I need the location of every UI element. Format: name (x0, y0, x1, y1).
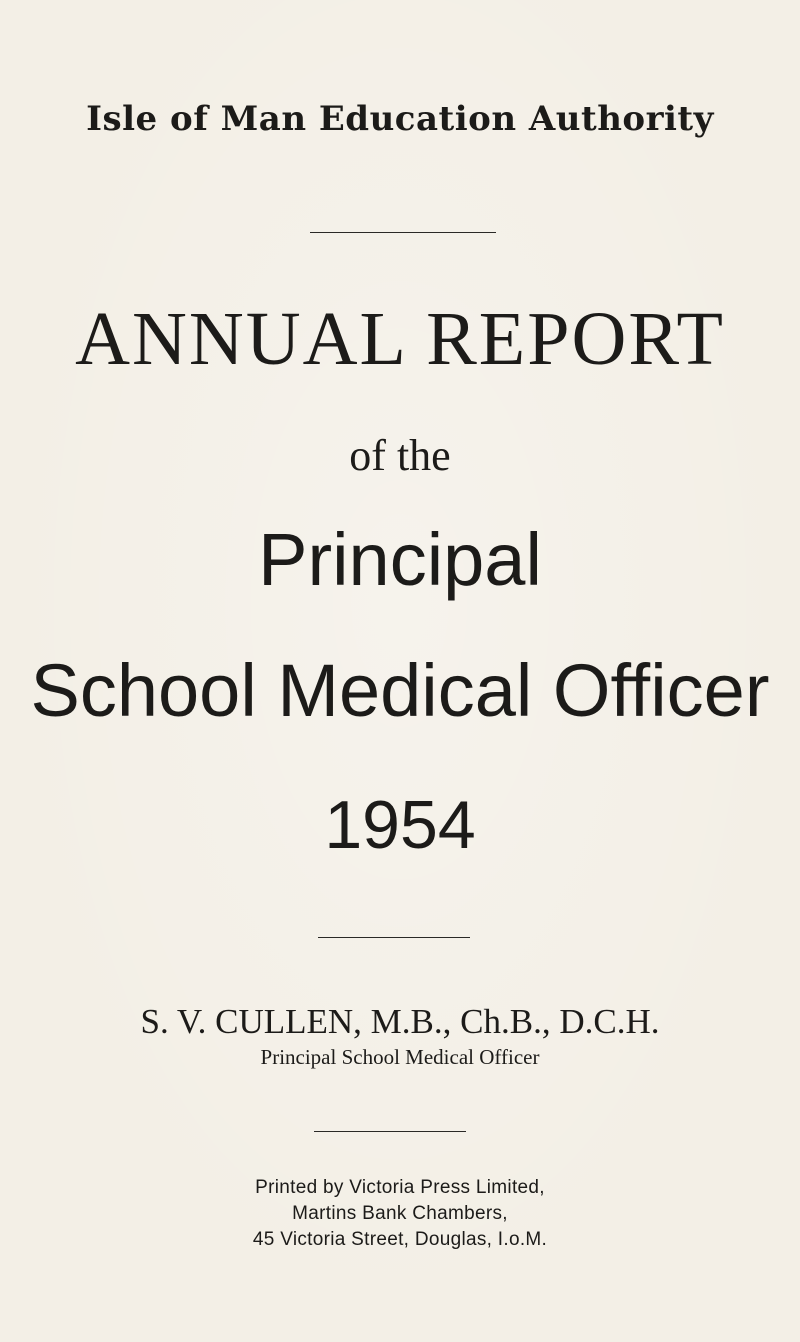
divider-rule (318, 937, 470, 938)
heading-connector: of the (349, 431, 451, 480)
imprint-line-printer: Printed by Victoria Press Limited, (255, 1177, 545, 1198)
author-title: Principal School Medical Officer (260, 1045, 540, 1069)
role-line-principal: Principal (258, 518, 542, 601)
divider-rule (310, 232, 496, 233)
author-name: S. V. CULLEN, M.B., Ch.B., D.C.H. (140, 1002, 660, 1041)
role-line-school-medical-officer: School Medical Officer (30, 649, 770, 732)
imprint-line-address: 45 Victoria Street, Douglas, I.o.M. (252, 1229, 548, 1250)
authority-name: Isle of Man Education Authority (86, 99, 714, 139)
imprint-line-building: Martins Bank Chambers, (292, 1203, 508, 1224)
report-year: 1954 (324, 787, 476, 863)
divider-rule (314, 1131, 466, 1132)
report-heading: ANNUAL REPORT (75, 297, 725, 381)
